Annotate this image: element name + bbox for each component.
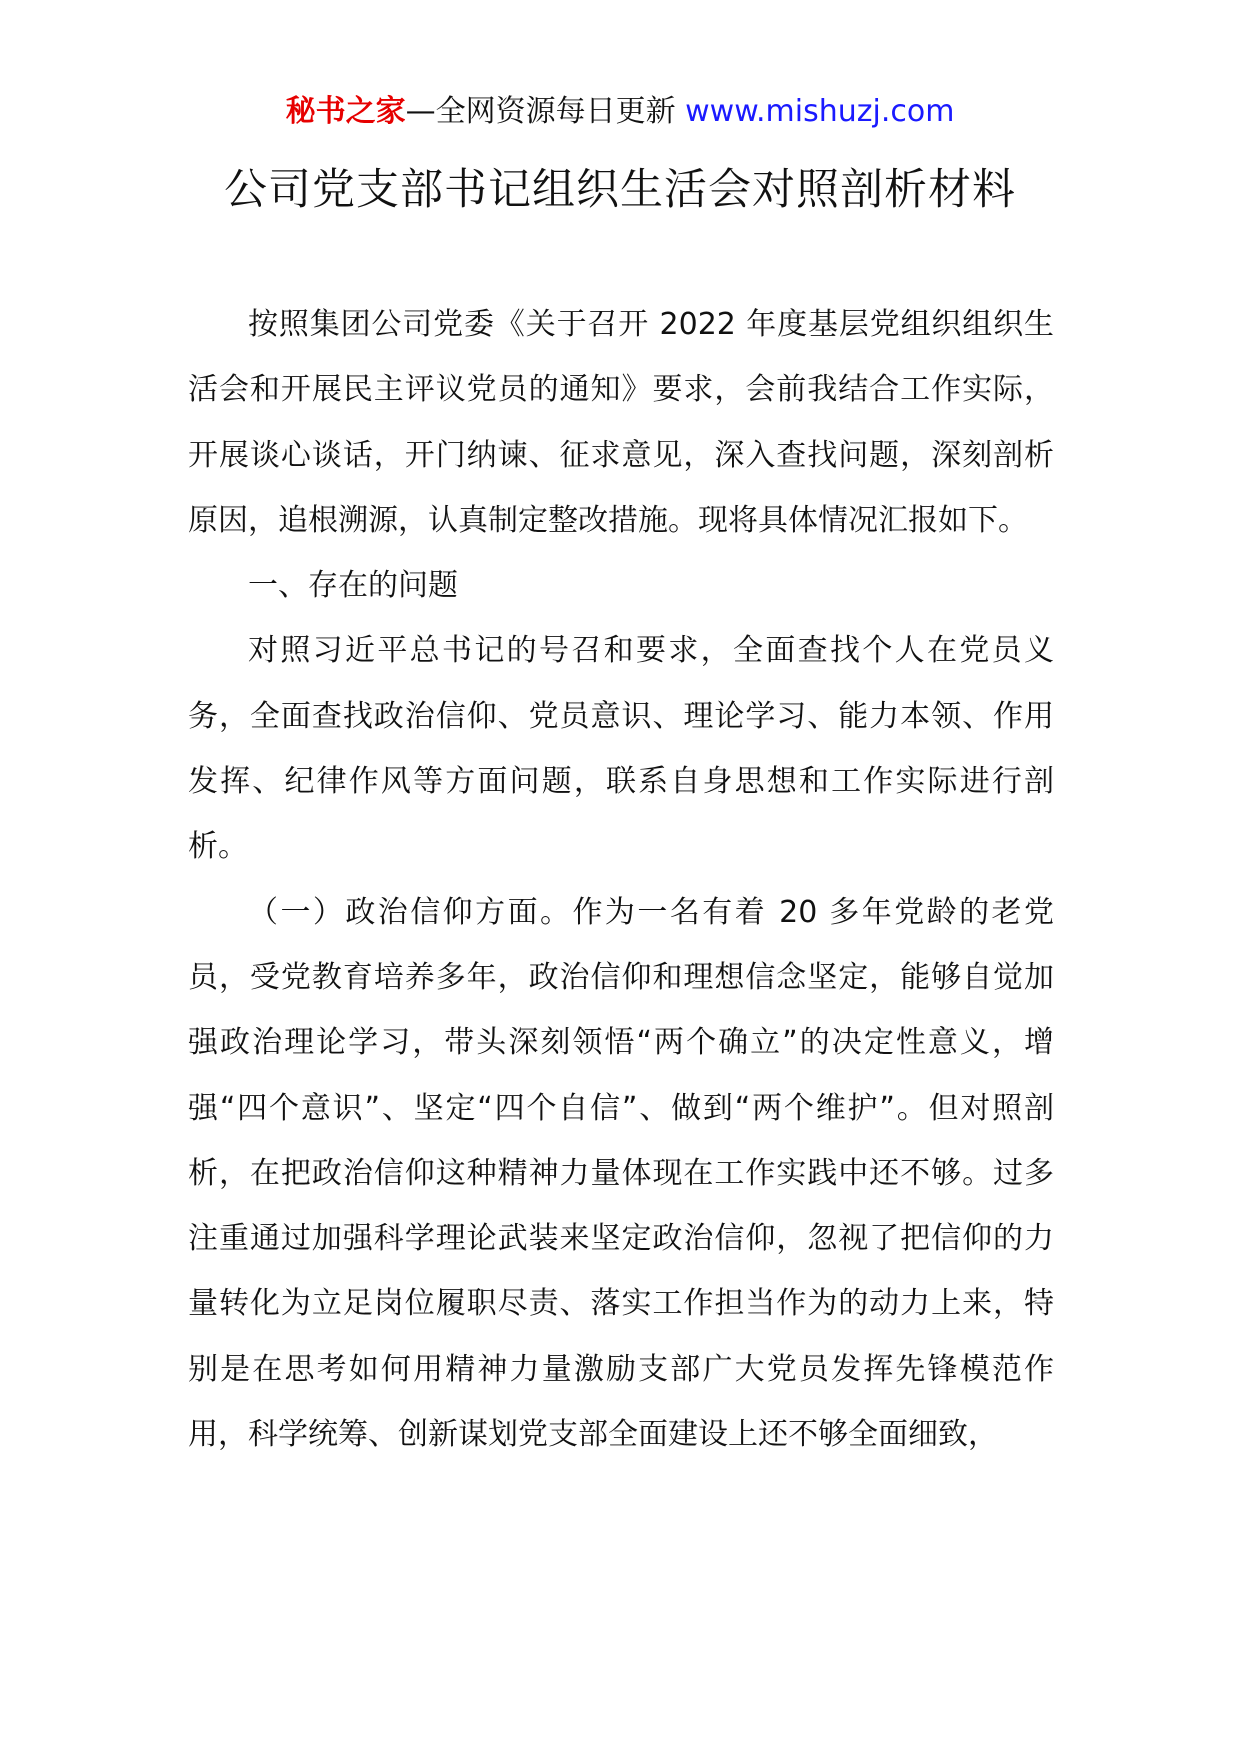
document-title: 公司党支部书记组织生活会对照剖析材料 bbox=[224, 165, 1016, 215]
political-belief-paragraph: （一）政治信仰方面。作为一名有着 20 多年党龄的老党员，受党教育培养多年，政治信仰和理想信念坚定，能够自觉加强政治理论学习，带头深刻领悟“两个确立”的决定性意义，增强“四个意识”、坚定“四个自信”、做到“两个维护”。但对照剖析，在把政治信仰这种精神力量体现在工作实践中还不够。过多注重通过加强科学理论武装来坚定政治信仰，忽视了把信仰的力量转化为立足岗位履职尽责、落实工作担当作为的动力上来，特别是在思考如何用精神力量激励支部广大党员发挥先锋模范作用，科学统筹、创新谋划党支部全面建设上还不够全面细致， bbox=[188, 894, 1054, 1453]
site-brand-name: 秘书之家 bbox=[285, 94, 406, 129]
site-watermark-header bbox=[0, 92, 1240, 132]
site-url-link[interactable]: www.mishuzj.com bbox=[685, 94, 955, 129]
document-body bbox=[188, 292, 1054, 1467]
site-tagline: —全网资源每日更新 bbox=[405, 94, 686, 129]
intro-paragraph: 按照集团公司党委《关于召开 2022 年度基层党组织组织生活会和开展民主评议党员的通知》要求，会前我结合工作实际，开展谈心谈话，开门纳谏、征求意见，深入查找问题，深刻剖析原因，追根溯源，认真制定整改措施。现将具体情况汇报如下。 bbox=[188, 307, 1054, 538]
section-heading-problems: 一、存在的问题 bbox=[248, 568, 458, 604]
section-problems-paragraph: 对照习近平总书记的号召和要求，全面查找个人在党员义务，全面查找政治信仰、党员意识、理论学习、能力本领、作用发挥、纪律作风等方面问题，联系自身思想和工作实际进行剖析。 bbox=[188, 633, 1054, 865]
